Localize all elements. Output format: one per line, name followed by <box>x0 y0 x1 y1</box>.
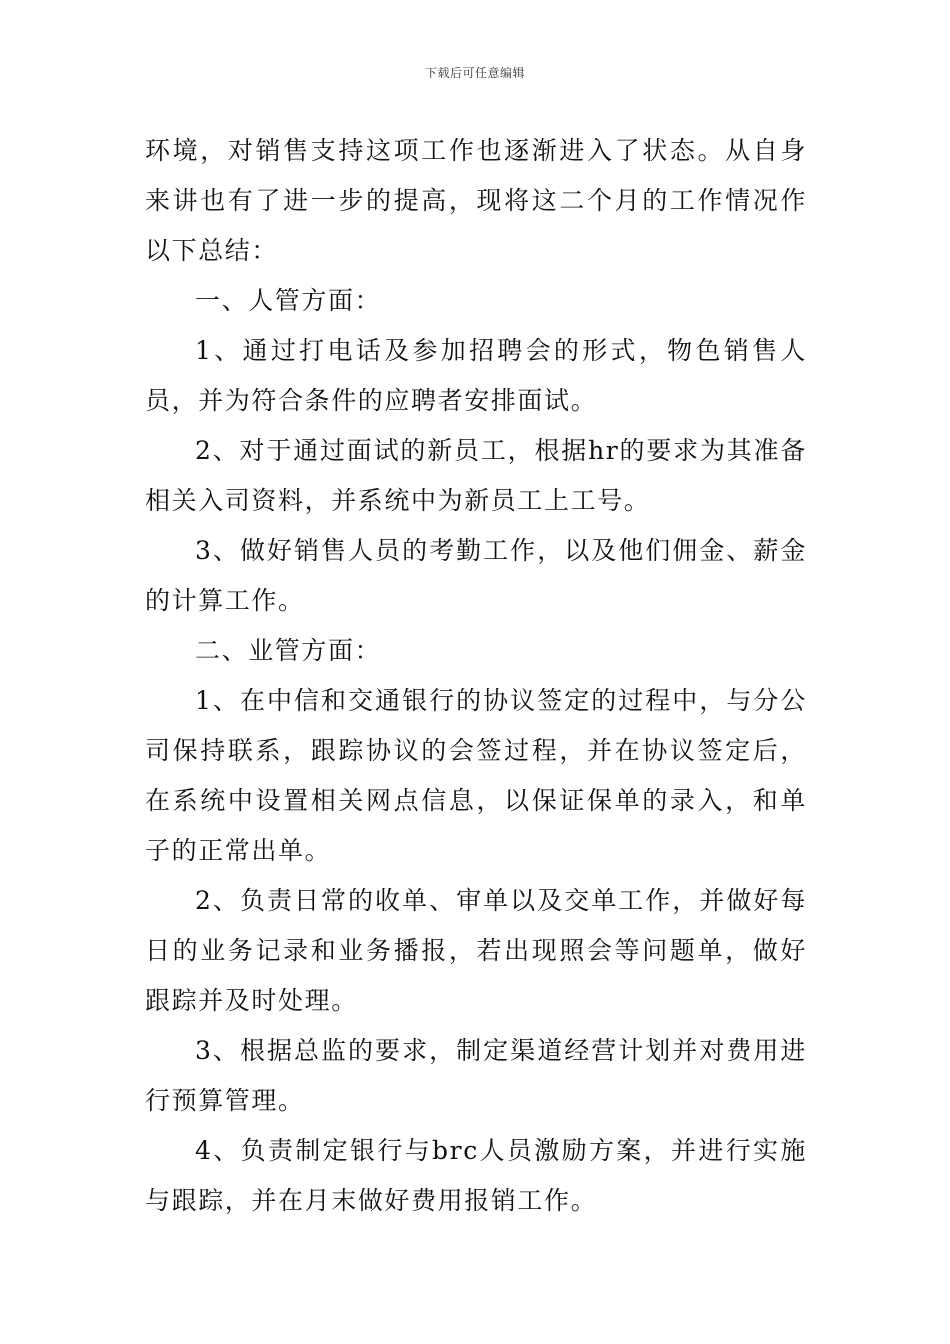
paragraph-personnel-2: 2、对于通过面试的新员工，根据hr的要求为其准备相关入司资料，并系统中为新员工上工号。 <box>145 436 807 515</box>
document-body <box>145 126 807 1226</box>
paragraph-intro: 环境，对销售支持这项工作也逐渐进入了状态。从自身来讲也有了进一步的提高，现将这二个月的工作情况作以下总结： <box>145 136 807 265</box>
paragraph-personnel-3: 3、做好销售人员的考勤工作，以及他们佣金、薪金的计算工作。 <box>145 536 807 615</box>
section-heading-business: 二、业管方面： <box>195 636 382 665</box>
paragraph-business-2: 2、负责日常的收单、审单以及交单工作，并做好每日的业务记录和业务播报，若出现照会等问题单，做好跟踪并及时处理。 <box>145 886 807 1015</box>
page-header: 下载后可任意编辑 <box>424 66 525 80</box>
paragraph-personnel-1: 1、通过打电话及参加招聘会的形式，物色销售人员，并为符合条件的应聘者安排面试。 <box>145 336 807 415</box>
section-heading-personnel: 一、人管方面： <box>195 286 382 315</box>
paragraph-business-3: 3、根据总监的要求，制定渠道经营计划并对费用进行预算管理。 <box>145 1036 807 1115</box>
paragraph-business-4: 4、负责制定银行与brc人员激励方案，并进行实施与跟踪，并在月末做好费用报销工作。 <box>145 1136 807 1215</box>
paragraph-business-1: 1、在中信和交通银行的协议签定的过程中，与分公司保持联系，跟踪协议的会签过程，并在协议签定后，在系统中设置相关网点信息，以保证保单的录入，和单子的正常出单。 <box>145 686 807 865</box>
